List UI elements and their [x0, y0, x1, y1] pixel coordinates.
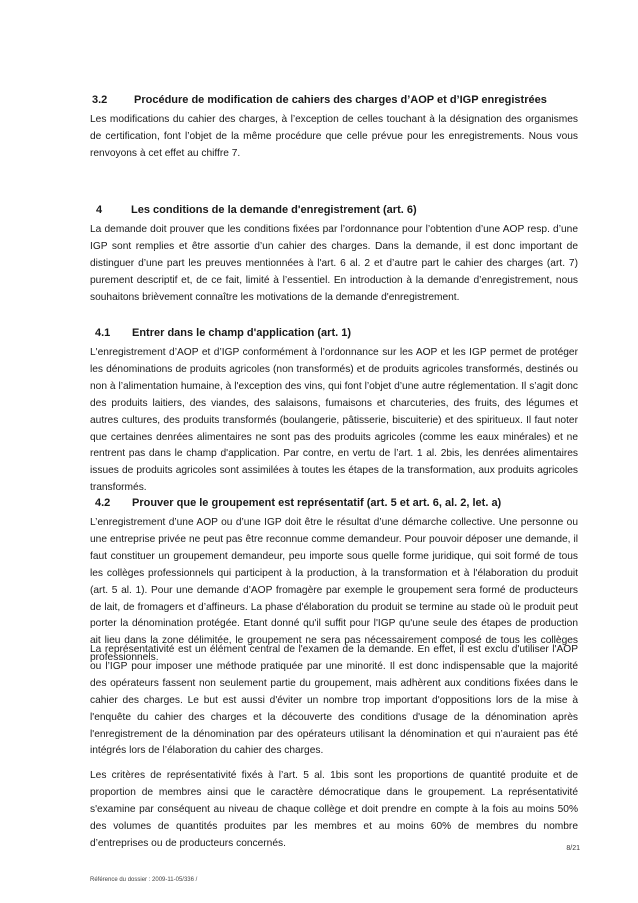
paragraph-4-2-c: Les critères de représentativité fixés à l’art. 5 al. 1bis sont les proportions de quantité produite et de proportion de membres ainsi que le caractère démocratique dans le groupement. La représentativité s'examine par conséquent au niveau de chaque collège et doit prendre en compte à la fois au moins 50% des volumes de quantités produites par les membres et au moins 60% de membres du nombre d’entreprises ou de producteurs concernés.	[90, 770, 578, 849]
paragraph-4-1: L'enregistrement d’AOP et d’IGP conformément à l’ordonnance sur les AOP et les IGP permet de protéger les dénominations de produits agricoles (non transformés) et de produits agricoles transformés, destinés ou non à l’alimentation humaine, à l'exception des vins, qui font l’objet d’une autre réglementation. Il s’agit donc des produits laitiers, des viandes, des salaisons, fumaisons et charcuteries, des fruits, des légumes et autres cultures, des produits transformés (boulangerie, pâtisserie, biscuiterie) et des spiritueux. Il faut noter que certaines denrées alimentaires ne sont pas des produits agricoles (comme les eaux minérales) et ne rentrent pas dans le champ d'application. Par contre, en vertu de l’art. 1 al. 2bis, les denrées alimentaires issues de produits agricoles sont assimilées à toutes les étapes de la transformation, aux produits agricoles transformés.	[90, 347, 578, 494]
section-number: 3.2	[92, 94, 108, 106]
paragraph-3-2: Les modifications du cahier des charges, à l’exception de celles touchant à la désignation des organismes de certification, font l’objet de la même procédure que celle prévue pour les enregistrements. Nous vous renvoyons à cet effet au chiffre 7.	[90, 114, 578, 159]
section-title: Les conditions de la demande d'enregistrement (art. 6)	[131, 204, 417, 216]
section-number: 4.2	[95, 497, 111, 509]
section-number: 4	[96, 204, 103, 216]
paragraph-4-2-b: La représentativité est un élément central de l'examen de la demande. En effet, il est exclu d'utiliser l'AOP ou l’IGP pour imposer une méthode pratiquée par une minorité. Il est donc indispensable que la majorité des opérateurs fassent non seulement partie du groupement, mais adhèrent aux conditions fixées dans le cahier des charges. Le but est aussi d'éviter un nombre trop important d'oppositions lors de la mise à l'enquête du cahier des charges et la découverte des conditions d'usage de la dénomination après l'enregistrement de la dénomination par des opérateurs utilisant la dénomination et qui n’auraient pas été intégrés lors de l’élaboration du cahier des charges.	[90, 644, 578, 757]
section-number: 4.1	[95, 327, 111, 339]
paragraph-4-2-a: L’enregistrement d’une AOP ou d’une IGP doit être le résultat d’une démarche collective. Une personne ou une entreprise privée ne peut pas être reconnue comme demandeur. Pour pouvoir déposer une demande, il faut constituer un groupement demandeur, peu importe sous quelle forme juridique, qui soit formé de tous les collèges professionnels qui participent à la production, à la transformation et à l'élaboration du produit (art. 5 al. 1). Pour une demande d’AOP fromagère par exemple le groupement sera formé de producteurs de lait, de fromagers et d’affineurs. La phase d'élaboration du produit se termine au stade où le produit peut porter la dénomination protégée. Etant donné qu'il suffit pour l'IGP qu'une seule des étapes de production ait lieu dans la zone délimitée, le groupement ne sera pas nécessairement composé de tous les collèges professionnels.	[90, 517, 578, 664]
section-title: Procédure de modification de cahiers des charges d’AOP et d’IGP enregistrées	[134, 94, 547, 106]
page-number: 8/21	[566, 845, 580, 852]
footer-reference: Référence du dossier : 2009-11-05/336 /	[90, 877, 198, 883]
section-title: Prouver que le groupement est représentatif (art. 5 et art. 6, al. 2, let. a)	[132, 497, 502, 509]
paragraph-4: La demande doit prouver que les conditions fixées par l’ordonnance pour l’obtention d’une AOP resp. d’une IGP sont remplies et être assortie d’un cahier des charges. Dans la demande, il est donc important de distinguer d’une part les preuves mentionnées à l'art. 6 al. 2 et d’autre part le cahier des charges (art. 7) purement descriptif et, de ce fait, limité à l’essentiel. En introduction à la demande d’enregistrement, nous souhaitons brièvement connaître les motivations de la demande d'enregistrement.	[90, 224, 578, 303]
section-title: Entrer dans le champ d'application (art. 1)	[132, 327, 351, 339]
